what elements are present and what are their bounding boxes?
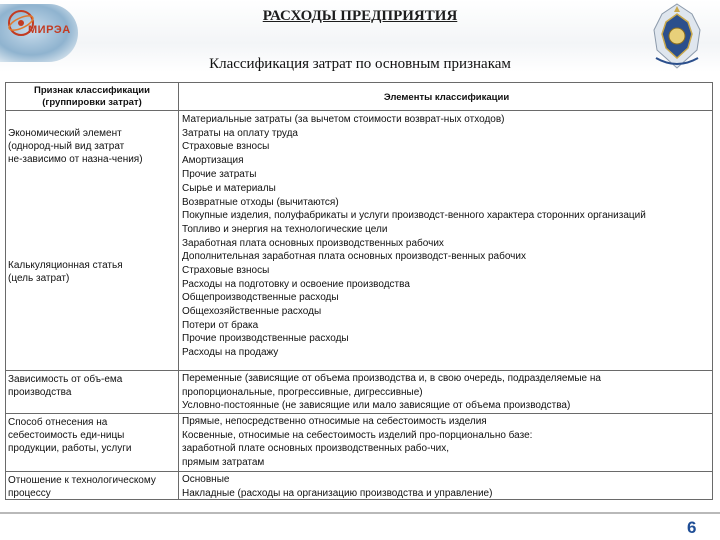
elements-economic (182, 113, 710, 181)
header-elements: Элементы классификации (383, 92, 510, 103)
feature-technology-relation: Отношение к технологическому процессу (8, 475, 156, 499)
list-item: Затраты на оплату труда (182, 127, 298, 139)
footer-divider (0, 512, 720, 514)
list-item: Основные (182, 474, 230, 485)
list-item: Сырье и материалы (182, 183, 276, 194)
page-title: РАСХОДЫ ПРЕДПРИЯТИЯ (262, 8, 458, 24)
list-item: Прочие затраты (182, 168, 257, 180)
feature-economic-element: Экономический элемент (однород-ный вид затрат не-зависимо от назна-чения) (8, 128, 143, 165)
list-item: Топливо и энергия на технологические цели (182, 223, 388, 235)
column-divider (178, 83, 179, 499)
feature-costing-item: Калькуляционная статья (цель затрат) (8, 260, 123, 284)
elements-technology (182, 473, 710, 500)
slide-subtitle: Классификация затрат по основным признакам (209, 56, 511, 72)
list-item: Условно-постоянные (не зависящие или мало зависящие от объема производства) (182, 400, 571, 412)
list-item: Прочие производственные расходы (182, 333, 349, 345)
feature-cost-assignment: Способ отнесения на себестоимость еди-ницы продукции, работы, услуги (8, 417, 132, 454)
list-item: Прямые, непосредственно относимые на себестоимость изделия (182, 416, 487, 427)
list-item: Потери от брака (182, 319, 259, 331)
list-item: Общехозяйственные расходы (182, 305, 322, 317)
list-item: Страховые взносы (182, 264, 270, 276)
list-item: Косвенные, относимые на себестоимость изделий про-порционально базе: (182, 429, 533, 441)
list-item: Дополнительная заработная плата основных производст-венных рабочих (182, 251, 526, 263)
header-feature: Признак классификации (группировки затрат) (34, 85, 150, 108)
list-item: Возвратные отходы (вычитаются) (182, 196, 339, 208)
row-divider (6, 471, 712, 472)
list-item: заработной плате основных производственных рабо-чих, (182, 443, 449, 455)
row-divider (6, 370, 712, 371)
list-item: Страховые взносы (182, 141, 270, 153)
list-item: Покупные изделия, полуфабрикаты и услуги производст-венного характера сторонних организаций (182, 210, 646, 222)
list-item: пропорциональные, прогрессивные, дигрессивные) (182, 386, 423, 398)
university-crest-icon (642, 0, 712, 72)
page-number: 6 (687, 518, 697, 537)
elements-volume (182, 372, 710, 413)
feature-volume-dependence: Зависимость от объ-ема производства (8, 374, 123, 398)
list-item: Материальные затраты (за вычетом стоимости возврат-ных отходов) (182, 114, 505, 125)
row-divider (6, 413, 712, 414)
list-item: прямым затратам (182, 456, 265, 468)
list-item: Расходы на подготовку и освоение производства (182, 278, 410, 290)
list-item: Общепроизводственные расходы (182, 292, 339, 304)
list-item: Накладные (расходы на организацию производства и управление) (182, 487, 493, 499)
row-divider (6, 110, 712, 111)
classification-table (5, 82, 713, 500)
logo-text: МИРЭА (28, 24, 71, 36)
mirea-logo (0, 4, 78, 62)
list-item: Амортизация (182, 154, 244, 166)
list-item: Переменные (зависящие от объема производства и, в свою очередь, подразделяемые на (182, 373, 601, 384)
elements-assignment (182, 415, 710, 470)
list-item: Расходы на продажу (182, 346, 279, 358)
elements-costing (182, 182, 710, 360)
list-item: Заработная плата основных производственных рабочих (182, 237, 444, 249)
